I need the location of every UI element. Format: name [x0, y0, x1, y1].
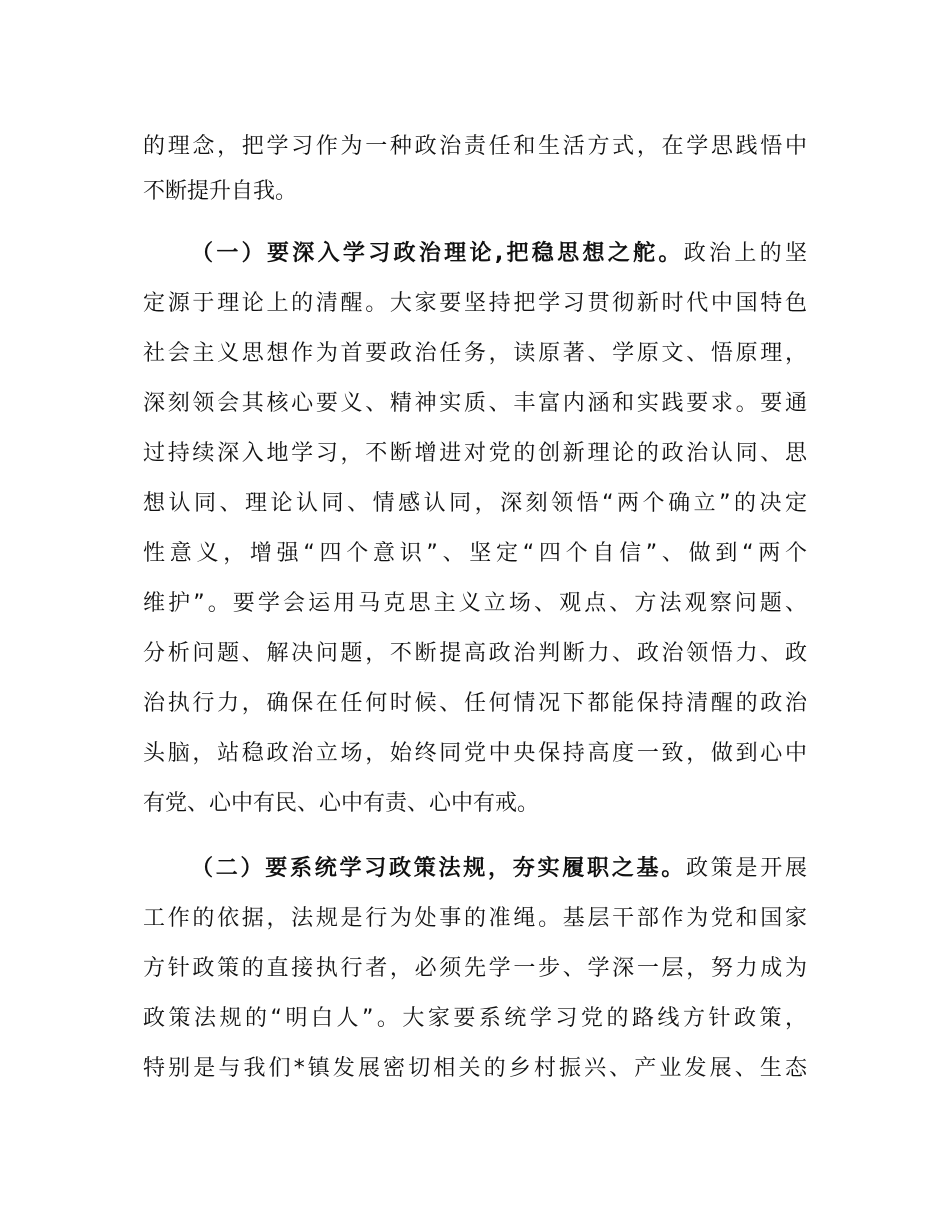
section-heading: （一）要深入学习政治理论,把稳思想之舵。 [191, 241, 684, 266]
line-text: 的理念，把学习作为一种政治责任和生活方式，在学思践悟中 [143, 134, 807, 159]
line-text: 性意义，增强“四个意识”、坚定“四个自信”、做到“两个 [143, 541, 807, 566]
line-text: 深刻领会其核心要义、精神实质、丰富内涵和实践要求。要通 [143, 391, 807, 416]
text-line [143, 329, 807, 379]
text-line [143, 844, 807, 894]
line-text: 治执行力，确保在任何时候、任何情况下都能保持清醒的政治 [143, 691, 807, 716]
text-line [143, 629, 807, 679]
line-text: 想认同、理论认同、情感认同，深刻领悟“两个确立”的决定 [143, 491, 807, 516]
line-text: 政策是开展 [685, 856, 807, 881]
line-text: 工作的依据，法规是行为处事的准绳。基层干部作为党和国家 [143, 906, 807, 931]
text-line [143, 124, 807, 169]
text-line [143, 379, 807, 429]
text-line [143, 169, 807, 214]
line-text: 定源于理论上的清醒。大家要坚持把学习贯彻新时代中国特色 [143, 291, 807, 316]
line-text: 过持续深入地学习，不断增进对党的创新理论的政治认同、思 [143, 441, 807, 466]
line-text: 分析问题、解决问题，不断提高政治判断力、政治领悟力、政 [143, 641, 807, 666]
section-heading: （二）要系统学习政策法规，夯实履职之基。 [191, 856, 686, 881]
line-text: 不断提升自我。 [143, 179, 298, 204]
line-text: 政策法规的“明白人”。大家要系统学习党的路线方针政策， [143, 1006, 807, 1031]
text-line [143, 229, 807, 279]
text-line [143, 429, 807, 479]
text-line [143, 279, 807, 329]
text-line [143, 579, 807, 629]
text-line [143, 779, 807, 829]
paragraph [143, 229, 807, 829]
text-line [143, 529, 807, 579]
text-line [143, 994, 807, 1044]
text-line [143, 894, 807, 944]
text-line [143, 944, 807, 994]
line-text: 头脑，站稳政治立场，始终同党中央保持高度一致，做到心中 [143, 741, 807, 766]
text-line [143, 1044, 807, 1094]
line-text: 有党、心中有民、心中有责、心中有戒。 [143, 791, 540, 816]
line-text: 社会主义思想作为首要政治任务，读原著、学原文、悟原理， [143, 341, 807, 366]
paragraph [143, 124, 807, 214]
line-text: 方针政策的直接执行者，必须先学一步、学深一层，努力成为 [143, 956, 807, 981]
text-line [143, 479, 807, 529]
document-page [143, 124, 807, 1109]
paragraph [143, 844, 807, 1094]
line-text: 政治上的坚 [683, 241, 807, 266]
line-text: 特别是与我们*镇发展密切相关的乡村振兴、产业发展、生态 [143, 1056, 807, 1081]
line-text: 维护”。要学会运用马克思主义立场、观点、方法观察问题、 [143, 591, 807, 616]
text-line [143, 679, 807, 729]
text-line [143, 729, 807, 779]
